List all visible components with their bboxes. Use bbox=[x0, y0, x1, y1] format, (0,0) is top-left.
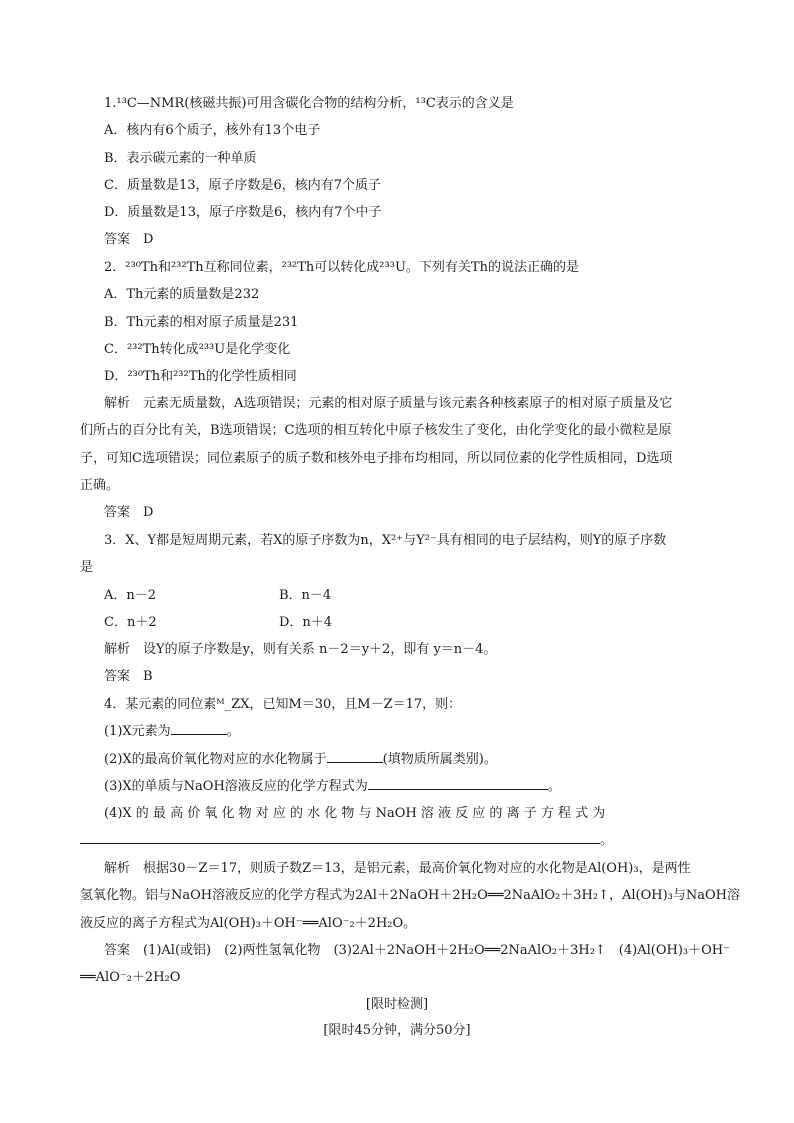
answer-blank[interactable] bbox=[327, 748, 383, 763]
option-d: D．n＋4 bbox=[279, 614, 333, 630]
section-header bbox=[0, 992, 794, 1044]
question-stem: 4．某元素的同位素ᴹ_ZX，已知M＝30，且M－Z＝17，则： bbox=[104, 697, 462, 712]
option-a: A．Th元素的质量数是232 bbox=[104, 287, 260, 303]
options-row bbox=[104, 582, 718, 609]
question-stem: 3．X、Y都是短周期元素，若X的原子序数为n，X²⁺与Y²⁻具有相同的电子层结构，则Y的原子序数 bbox=[104, 533, 667, 548]
analysis-line: 正确。 bbox=[80, 477, 120, 493]
answer: 答案 D bbox=[104, 505, 154, 521]
option-c: C．²³²Th转化成²³³U是化学变化 bbox=[104, 341, 291, 357]
analysis-line: 氢氧化物。铝与NaOH溶液反应的化学方程式为2Al＋2NaOH＋2H₂O══2NaAlO₂＋3H₂↑，Al(OH)₃与NaOH溶 bbox=[80, 888, 740, 904]
sub-question-4: (4)X 的 最 高 价 氧 化 物 对 应 的 水 化 物 与 NaOH 溶 液 反 应 的 离 子 方 程 式 为 bbox=[104, 806, 606, 822]
question-4 bbox=[104, 691, 718, 855]
option-b: B．n－4 bbox=[279, 587, 332, 603]
option-c: C．质量数是13，原子序数是6，核内有7个质子 bbox=[104, 177, 382, 193]
option-b: B．表示碳元素的一种单质 bbox=[104, 150, 257, 166]
question-2 bbox=[104, 254, 718, 390]
answer: 答案 (1)Al(或铝) (2)两性氢氧化物 (3)2Al＋2NaOH＋2H₂O══2NaAlO₂＋3H₂↑ (4)Al(OH)₃＋OH⁻ bbox=[104, 942, 730, 958]
sub-question-3: (3)X的单质与NaOH溶液反应的化学方程式为 。 bbox=[104, 773, 718, 800]
question-2-analysis bbox=[80, 390, 724, 526]
analysis-line: 解析 元素无质量数，A选项错误；元素的相对原子质量与该元素各种核素原子的相对原子质量及它 bbox=[104, 396, 673, 411]
analysis-line: 解析 根据30－Z＝17，则质子数Z＝13，是铝元素，最高价氧化物对应的水化物是Al(OH)₃，是两性 bbox=[104, 861, 691, 876]
analysis-line: 液反应的离子方程式为Al(OH)₃＋OH⁻══AlO⁻₂＋2H₂O。 bbox=[80, 915, 417, 931]
sub-question-2: (2)X的最高价氧化物对应的水化物属于 (填物质所属类别)。 bbox=[104, 746, 718, 773]
option-a: A．核内有6个质子，核外有13个电子 bbox=[104, 123, 321, 139]
question-stem-continued: 是 bbox=[80, 560, 94, 576]
section-subtitle: [限时45分钟，满分50分] bbox=[323, 1023, 471, 1038]
options-row bbox=[104, 609, 718, 636]
answer: 答案 D bbox=[104, 232, 154, 248]
sub-question-4-blank-line: 。 bbox=[80, 827, 718, 854]
question-4-analysis bbox=[80, 855, 740, 991]
section-title: [限时检测] bbox=[365, 997, 429, 1012]
question-3 bbox=[80, 527, 718, 691]
analysis-line: 子，可知C选项错误；同位素原子的质子数和核外电子排布均相同，所以同位素的化学性质相同，D选项 bbox=[80, 450, 673, 466]
analysis-line: 们所占的百分比有关，B选项错误；C选项的相互转化中原子核发生了变化，由化学变化的最小微粒是原 bbox=[80, 423, 672, 439]
sub-question-1: (1)X元素为 。 bbox=[104, 718, 718, 745]
question-1 bbox=[104, 90, 718, 254]
analysis: 解析 设Y的原子序数是y，则有关系 n－2＝y＋2，即有 y＝n－4。 bbox=[104, 642, 497, 658]
answer-continued: ══AlO⁻₂＋2H₂O bbox=[80, 970, 181, 986]
option-b: B．Th元素的相对原子质量是231 bbox=[104, 314, 299, 330]
answer-blank[interactable] bbox=[171, 720, 227, 735]
option-d: D．²³⁰Th和²³²Th的化学性质相同 bbox=[104, 369, 297, 385]
answer: 答案 B bbox=[104, 669, 153, 685]
option-c: C．n＋2 bbox=[104, 614, 157, 630]
option-d: D．质量数是13，原子序数是6，核内有7个中子 bbox=[104, 205, 382, 221]
question-stem: 2．²³⁰Th和²³²Th互称同位素，²³²Th可以转化成²³³U。下列有关Th的说法正确的是 bbox=[104, 260, 579, 275]
answer-blank[interactable] bbox=[368, 775, 548, 790]
question-stem: 1.¹³C—NMR(核磁共振)可用含碳化合物的结构分析，¹³C表示的含义是 bbox=[104, 96, 514, 111]
answer-blank[interactable] bbox=[80, 829, 600, 844]
option-a: A．n－2 bbox=[104, 587, 157, 603]
